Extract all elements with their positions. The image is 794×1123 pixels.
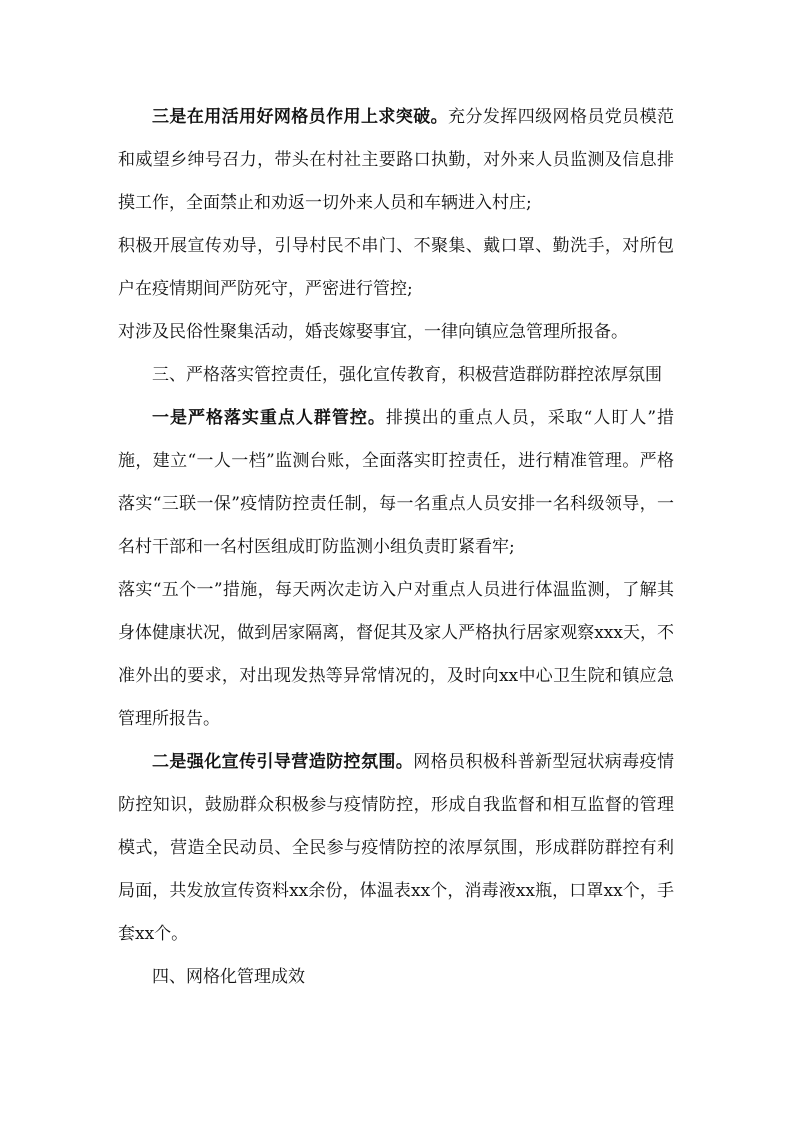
paragraph-key-population-control (118, 397, 674, 569)
paragraph-five-ones-measures (118, 569, 674, 741)
section-heading-three (118, 354, 674, 397)
paragraph-text: 落实“五个一”措施，每天两次走访入户对重点人员进行体温监测，了解其身体健康状况，做到居家隔离，督促其及家人严格执行居家观察xxx天，不准外出的要求，对出现发热等异常情况的，及时向xx中心卫生院和镇应急管理所报告。 (118, 580, 674, 729)
paragraph-grid-member-breakthrough (118, 96, 674, 225)
section-heading-four (118, 956, 674, 999)
paragraph-publicity-persuasion (118, 225, 674, 311)
paragraph-lead: 二是强化宣传引导营造防控氛围。 (152, 752, 414, 772)
paragraph-lead: 一是严格落实重点人群管控。 (152, 408, 386, 428)
paragraph-lead: 三是在用活用好网格员作用上求突破。 (152, 107, 449, 127)
paragraph-text: 排摸出的重点人员，采取“人盯人”措施，建立“一人一档”监测台账，全面落实盯控责任，进行精准管理。严格落实“三联一保”疫情防控责任制，每一名重点人员安排一名科级领导，一名村干部和一名村医组成盯防监测小组负责盯紧看牢; (118, 408, 674, 557)
section-heading-text: 三、严格落实管控责任，强化宣传教育，积极营造群防群控浓厚氛围 (152, 365, 662, 385)
section-heading-text: 四、网格化管理成效 (152, 967, 305, 987)
paragraph-text: 网格员积极科普新型冠状病毒疫情防控知识，鼓励群众积极参与疫情防控，形成自我监督和相互监督的管理模式，营造全民动员、全民参与疫情防控的浓厚氛围，形成群防群控有利局面，共发放宣传资料xx余份，体温表xx个，消毒液xx瓶，口罩xx个，手套xx个。 (118, 752, 675, 944)
paragraph-publicity-guidance (118, 741, 674, 956)
paragraph-text: 对涉及民俗性聚集活动，婚丧嫁娶事宜，一律向镇应急管理所报备。 (118, 322, 628, 342)
paragraph-text: 充分发挥四级网格员党员模范和威望乡绅号召力，带头在村社主要路口执勤，对外来人员监测及信息排摸工作，全面禁止和劝返一切外来人员和车辆进入村庄; (118, 107, 675, 213)
paragraph-folk-gathering (118, 311, 674, 354)
paragraph-text: 积极开展宣传劝导，引导村民不串门、不聚集、戴口罩、勤洗手，对所包户在疫情期间严防死守，严密进行管控; (118, 236, 674, 299)
document-page (118, 96, 674, 999)
